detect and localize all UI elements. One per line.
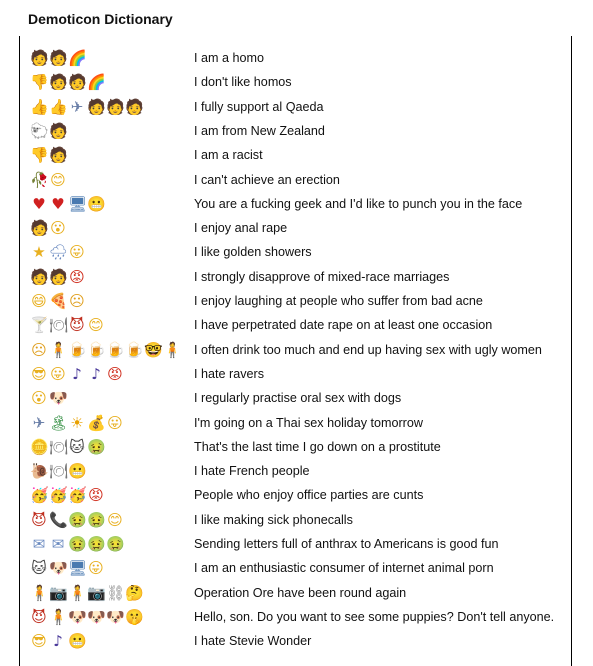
person-icon: 🧍 [49,340,68,359]
beer-icon: 🍺 [106,340,125,359]
meaning-text: Hello, son. Do you want to see some puppies? Don't tell anyone. [194,609,555,624]
party-face-icon: 🥳 [68,486,87,505]
meaning-text: I don't like homos [194,75,292,90]
letter-icon: ✉ [51,535,65,553]
beer-icon: 🍺 [125,340,144,359]
cat-icon: 🐱 [31,559,47,578]
camera-icon: 📷 [49,583,68,602]
emoticon-sequence [30,608,194,626]
man-at-computer-icon: 🧑 [30,49,49,67]
person-icon: 🧍 [30,583,49,602]
sad-face-icon: ☹ [69,292,85,310]
sheep-icon: 🐑 [30,121,49,140]
angry-red-face-icon: 😡 [69,267,85,286]
rainbow-icon: 🌈 [68,49,87,67]
emoticon-sequence [30,389,194,407]
handcuffs-icon: ⛓ [106,583,126,602]
party-face-icon: 🥳 [49,486,68,505]
embarrassed-face-icon: 😊 [88,316,104,335]
dark-man-at-computer-icon: 🧑 [106,97,125,116]
dictionary-row [30,193,575,215]
party-face-icon: 🥳 [30,486,49,505]
dark-man-at-computer-icon: 🧑 [49,267,68,286]
tongue-face-icon: 😛 [69,243,85,262]
meaning-text: That's the last time I go down on a prostitute [194,439,441,454]
dictionary-row [30,47,575,69]
sick-face-icon: 🤢 [87,437,106,456]
emoticon-sequence [30,122,194,140]
dictionary-row [30,630,575,652]
meaning-text: I like making sick phonecalls [194,512,353,527]
music-note-icon: ♪ [53,632,63,651]
beer-icon: 🍺 [87,340,106,359]
person-icon: 🧍 [163,340,182,359]
dictionary-row [30,606,575,628]
dictionary-row [30,412,575,434]
dictionary-row [30,71,575,93]
dictionary-row [30,339,575,361]
dictionary-row [30,436,575,458]
emoticon-sequence [30,535,194,553]
emoticon-sequence [30,341,194,359]
surprised-face-icon: 😮 [50,219,66,238]
dictionary-row [30,557,575,579]
camera-icon: 📷 [87,583,106,602]
angry-face-icon: 😬 [68,462,87,481]
meaning-text: I like golden showers [194,245,312,260]
emoticon-sequence [30,219,194,237]
man-at-computer-icon: 🧑 [49,73,68,92]
phone-icon: 📞 [49,510,68,529]
meaning-text: I enjoy anal rape [194,221,288,236]
heart-icon: ♥ [32,194,46,213]
dark-man-at-computer-icon: 🧑 [49,146,68,165]
dictionary-row [30,217,575,239]
rain-cloud-icon: 🌧 [49,243,69,262]
tongue-face-icon: 😛 [50,364,66,383]
devil-face-icon: 😈 [69,316,85,335]
dictionary-row [30,363,575,385]
thinking-face-icon: 🤔 [125,583,144,602]
plate-icon: 🍽 [49,437,69,456]
emoticon-sequence [30,195,194,213]
dog-icon: 🐶 [49,389,68,408]
dog-icon: 🐶 [106,607,125,626]
computer-icon: 🖥 [68,194,88,213]
sick-face-icon: 🤢 [68,510,87,529]
sick-face-icon: 🤢 [106,535,125,553]
emoticon-sequence [30,243,194,261]
money-icon: 💰 [87,413,106,432]
music-note-icon: ♪ [91,364,101,383]
angry-face-icon: 😬 [68,632,87,651]
emoticon-sequence [30,462,194,480]
meaning-text: People who enjoy office parties are cunts [194,488,424,503]
dictionary-row [30,314,575,336]
man-at-computer-icon: 🧑 [30,219,49,238]
plate-icon: 🍽 [49,462,69,481]
emoticon-sequence [30,632,194,650]
emoticon-sequence [30,292,194,310]
nerd-face-icon: 🤓 [144,340,163,359]
thumbs-up-icon: 👍 [49,97,68,116]
thumbs-down-icon: 👎 [30,146,49,165]
angry-red-face-icon: 😡 [88,486,104,505]
airplane-icon: ✈ [70,97,84,116]
dog-icon: 🐶 [49,559,68,578]
dictionary-row [30,169,575,191]
dark-man-at-computer-icon: 🧑 [125,97,144,116]
dictionary-row [30,96,575,118]
emoticon-sequence [30,584,194,602]
dictionary-row [30,290,575,312]
meaning-text: I hate French people [194,464,310,479]
page-title: Demoticon Dictionary [28,11,173,27]
cocktail-icon: 🍸 [30,316,49,335]
cat-icon: 🐱 [69,437,85,456]
tongue-face-icon: 😛 [88,559,104,578]
embarrassed-face-icon: 😊 [107,510,123,529]
embarrassed-face-icon: 😊 [50,170,66,189]
man-at-computer-icon: 🧑 [49,49,68,67]
dark-man-at-computer-icon: 🧑 [49,121,68,140]
emoticon-sequence [30,73,194,91]
sun-icon: ☀ [70,413,84,432]
tongue-face-icon: 😛 [107,413,123,432]
man-at-computer-icon: 🧑 [30,267,49,286]
dictionary-row [30,460,575,482]
thumbs-down-icon: 👎 [30,73,49,92]
man-at-computer-icon: 🧑 [68,73,87,92]
meaning-text: I'm going on a Thai sex holiday tomorrow [194,415,423,430]
dictionary-row [30,266,575,288]
devil-face-icon: 😈 [31,607,47,626]
rainbow-icon: 🌈 [87,73,106,92]
emoticon-sequence [30,486,194,504]
smile-face-icon: 😄 [31,292,47,310]
meaning-text: I fully support al Qaeda [194,99,324,114]
dark-man-at-computer-icon: 🧑 [87,97,106,116]
person-icon: 🧍 [49,607,68,626]
meaning-text: Sending letters full of anthrax to Americans is good fun [194,537,499,551]
emoticon-sequence [30,438,194,456]
dictionary-row [30,241,575,263]
emoticon-sequence [30,511,194,529]
meaning-text: Operation Ore have been round again [194,585,407,600]
meaning-text: You are a fucking geek and I'd like to punch you in the face [194,196,523,211]
emoticon-sequence [30,146,194,164]
emoticon-sequence [30,414,194,432]
surprised-face-icon: 😮 [31,389,47,408]
beer-icon: 🍺 [68,340,87,359]
island-icon: 🏝 [49,413,69,432]
meaning-text: I hate Stevie Wonder [194,634,312,649]
meaning-text: I am an enthusiastic consumer of internet animal porn [194,561,494,576]
emoticon-sequence [30,316,194,334]
meaning-text: I can't achieve an erection [194,172,340,187]
sick-face-icon: 🤢 [68,535,87,553]
emoticon-sequence [30,171,194,189]
meaning-text: I often drink too much and end up having sex with ugly women [194,342,542,357]
sunglasses-face-icon: 😎 [31,364,47,383]
devil-face-icon: 😈 [31,510,47,529]
dictionary-row [30,582,575,604]
dictionary-row [30,120,575,142]
music-note-icon: ♪ [72,364,82,383]
emoticon-sequence [30,268,194,286]
snail-icon: 🐌 [30,462,49,481]
emoticon-sequence [30,49,194,67]
sick-face-icon: 🤢 [87,535,106,553]
dictionary-row [30,533,575,555]
meaning-text: I have perpetrated date rape on at least one occasion [194,318,493,333]
dictionary-row [30,144,575,166]
meaning-text: I enjoy laughing at people who suffer from bad acne [194,294,483,308]
meaning-text: I strongly disapprove of mixed-race marriages [194,269,450,284]
meaning-text: I regularly practise oral sex with dogs [194,391,402,406]
star-icon: ★ [32,243,46,262]
dog-icon: 🐶 [68,607,87,626]
dictionary-row [30,484,575,506]
computer-icon: 🖥 [68,559,88,578]
pizza-icon: 🍕 [49,292,68,310]
sunglasses-face-icon: 😎 [31,632,47,651]
airplane-icon: ✈ [32,413,46,432]
angry-red-face-icon: 😡 [107,364,123,383]
meaning-text: I hate ravers [194,366,264,381]
plate-icon: 🍽 [49,316,69,335]
heart-icon: ♥ [51,194,65,213]
thumbs-up-icon: 👍 [30,97,49,116]
dog-icon: 🐶 [87,607,106,626]
dictionary-row [30,387,575,409]
wilted-rose-icon: 🥀 [30,170,49,189]
secret-face-icon: 🤫 [125,607,144,626]
letter-icon: ✉ [32,535,46,553]
emoticon-sequence [30,559,194,577]
sad-face-icon: ☹ [31,340,47,359]
coins-icon: 🪙 [30,437,49,456]
emoticon-sequence [30,98,194,116]
angry-face-icon: 😬 [87,194,106,213]
emoticon-sequence [30,365,194,383]
meaning-text: I am from New Zealand [194,123,325,138]
dictionary-row [30,509,575,531]
person-icon: 🧍 [68,583,87,602]
sick-face-icon: 🤢 [87,510,106,529]
meaning-text: I am a racist [194,148,263,163]
meaning-text: I am a homo [194,51,264,65]
